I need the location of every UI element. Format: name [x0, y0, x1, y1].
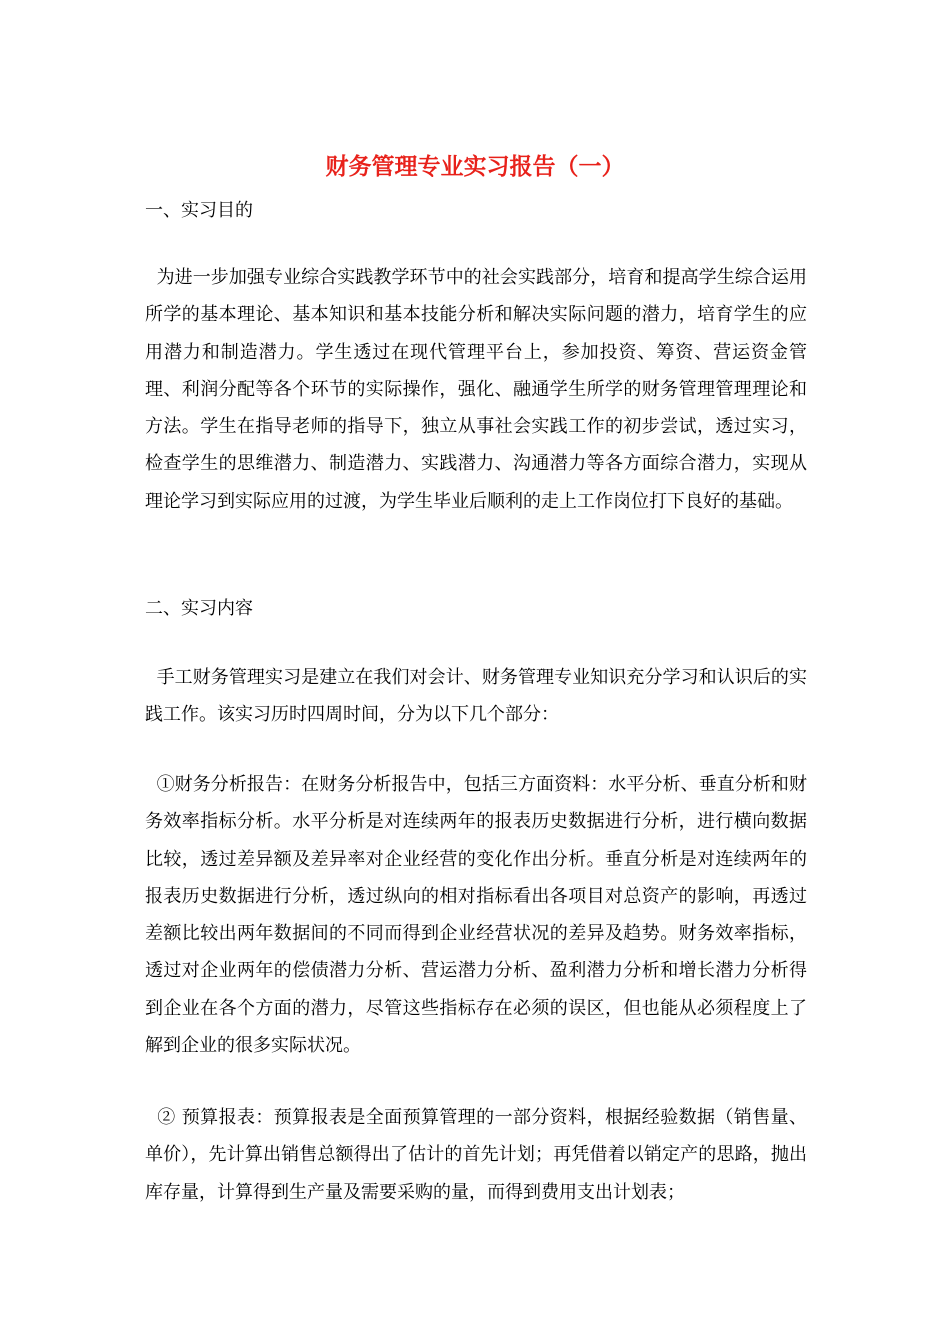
paragraph-purpose: 为进一步加强专业综合实践教学环节中的社会实践部分，培育和提高学生综合运用所学的基本理论、基本知识和基本技能分析和解决实际问题的潜力，培育学生的应用潜力和制造潜力。学生透过在现代管理平台上，参加投资、筹资、营运资金管理、利润分配等各个环节的实际操作，强化、融通学生所学的财务管理管理理论和方法。学生在指导老师的指导下，独立从事社会实践工作的初步尝试，透过实习，检查学生的思维潜力、制造潜力、实践潜力、沟通潜力等各方面综合潜力，实现从理论学习到实际应用的过渡，为学生毕业后顺利的走上工作岗位打下良好的基础。 — [145, 267, 807, 512]
section-heading-purpose: 一、实习目的 — [145, 200, 253, 221]
section-heading-content: 二、实习内容 — [145, 598, 253, 619]
paragraph-budget-report: ② 预算报表：预算报表是全面预算管理的一部分资料，根据经验数据（销售量、单价），先计算出销售总额得出了估计的首先计划；再凭借着以销定产的思路，抛出库存量，计算得到生产量及需要采购的量，而得到费用支出计划表； — [145, 1107, 807, 1203]
paragraph-financial-analysis: ①财务分析报告：在财务分析报告中，包括三方面资料：水平分析、垂直分析和财务效率指标分析。水平分析是对连续两年的报表历史数据进行分析，进行横向数据比较，透过差异额及差异率对企业经营的变化作出分析。垂直分析是对连续两年的报表历史数据进行分析，透过纵向的相对指标看出各项目对总资产的影响，再透过差额比较出两年数据间的不同而得到企业经营状况的差异及趋势。财务效率指标，透过对企业两年的偿债潜力分析、营运潜力分析、盈利潜力分析和增长潜力分析得到企业在各个方面的潜力，尽管这些指标存在必须的误区，但也能从必须程度上了解到企业的很多实际状况。 — [145, 774, 807, 1057]
paragraph-content-intro: 手工财务管理实习是建立在我们对会计、财务管理专业知识充分学习和认识后的实践工作。该实习历时四周时间，分为以下几个部分： — [145, 667, 807, 726]
document-title: 财务管理专业实习报告（一） — [325, 154, 625, 180]
